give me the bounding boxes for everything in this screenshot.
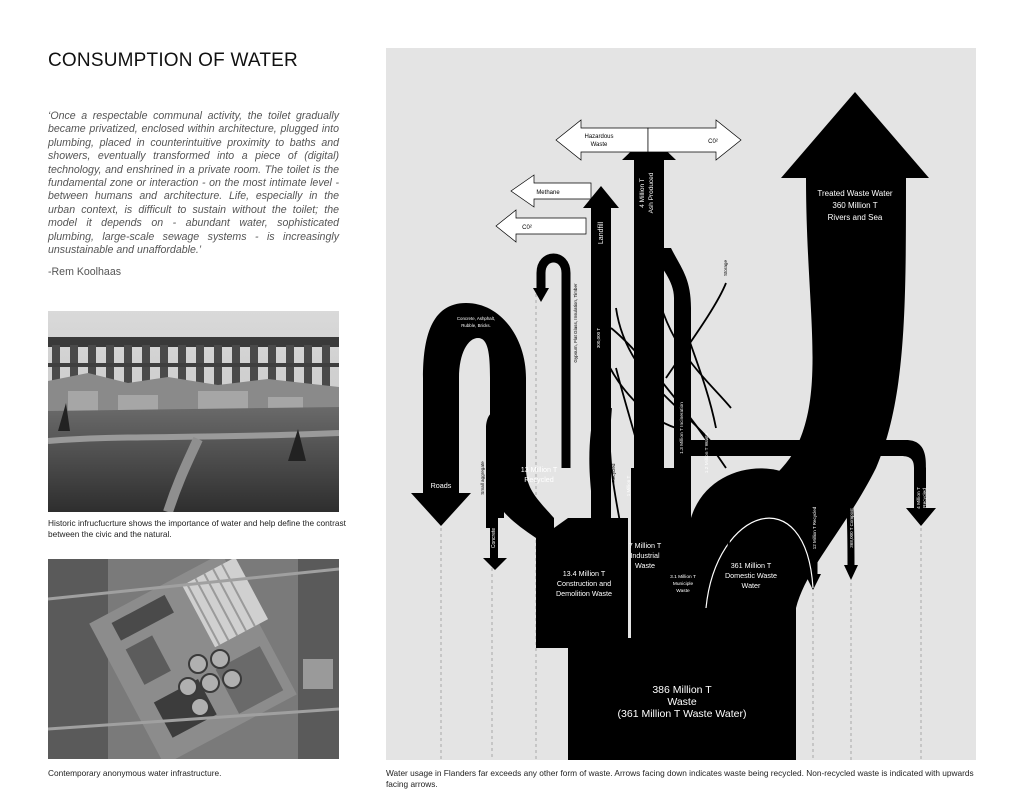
construction-line1: 13.4 Million T xyxy=(562,569,606,578)
construction-line2: Construction and xyxy=(556,579,612,588)
page-title: CONSUMPTION OF WATER xyxy=(48,50,298,71)
quote-text: ‘Once a respectable communal activity, the toilet gradually became privatized, enclosed within architecture, plugged into plumbing, placed in counterintuitive proximity to baths and showers, eventually transformed into a piece of (digital) technology, and enshrined in a private room. The toilet is the fundamental zone or interaction - on the most intimate level - between humans and architecture. Life, especially in the urban context, is difficult to sustain without the toilet; the model it depends on - abundant water, sophisticated plumbing, large-scale sewage systems - is increasingly unsustainable and unaffordable.’ xyxy=(48,110,339,257)
roads-label: Roads xyxy=(430,481,452,490)
recycled4-line1: 4 Million T xyxy=(917,487,922,509)
industrial-line2: Industrial xyxy=(630,551,660,560)
million-waste-label: 1.2 Million T Waste xyxy=(705,432,710,474)
recycled-small-label: Recycled xyxy=(611,463,616,483)
treated-line1: Treated Waste Water xyxy=(817,189,893,198)
hazardous-line1: Hazardous xyxy=(584,134,614,140)
source-line3: (361 Million T Waste Water) xyxy=(617,708,747,720)
municipal-line1: 3.1 Million T xyxy=(670,575,696,580)
historic-aqueduct-photo xyxy=(48,311,339,512)
storage-label: Storage xyxy=(723,259,728,277)
source-line1: 386 Million T xyxy=(652,684,712,696)
quote-author: -Rem Koolhaas xyxy=(48,266,122,278)
compost-label: 368,000 T Compost xyxy=(849,508,854,548)
source-line2: Waste xyxy=(667,696,697,708)
recycled13-line1: 13 Million T xyxy=(520,465,558,474)
landfill-label: Landfill xyxy=(598,221,605,245)
hazardous-line2: Waste xyxy=(590,142,608,148)
concrete-label: Concrete xyxy=(491,527,497,549)
industrial-line1: 7 Million T xyxy=(628,541,662,550)
domestic-line1: 361 Million T xyxy=(730,561,772,570)
domestic-line3: Water xyxy=(741,581,761,590)
small-aggregate-label: Small aggregate xyxy=(480,461,485,495)
emission-arrows xyxy=(496,120,741,245)
historic-caption: Historic infrucfucrture shows the importance of water and help define the contrast between the civic and the natural. xyxy=(48,518,346,539)
rubble-line1: Concrete, Ashphalt, xyxy=(456,316,496,321)
rubble-line2: Rubble, Bricks. xyxy=(461,323,491,328)
recycled-million-label: 1 Million T xyxy=(626,475,631,497)
municipal-line3: Waste xyxy=(676,589,690,594)
gypsum-label: Gypsum, Flat Glass, Insulation, Timber xyxy=(573,283,578,363)
treated-line3: Rivers and Sea xyxy=(827,213,883,222)
industrial-line3: Waste xyxy=(634,561,656,570)
contemporary-infrastructure-photo xyxy=(48,559,339,759)
recycled13-line2: Recycled xyxy=(524,475,554,484)
raw-material-roads-label: Raw Material Roads xyxy=(566,382,571,424)
treated-line2: 360 Million T xyxy=(832,201,878,210)
hazardous-small-label: Hazardous xyxy=(601,474,606,498)
domestic-line2: Domestic Waste xyxy=(724,571,778,580)
water-waste-diagram xyxy=(386,48,976,760)
incineration-label: 1.3 Million T Incineration xyxy=(680,402,685,454)
by-product-label: By Product xyxy=(650,506,655,530)
ash-line1: 4 Million T xyxy=(639,178,646,208)
contemporary-caption: Contemporary anonymous water infrastructure. xyxy=(48,768,222,778)
methane-label: Methane xyxy=(536,190,560,196)
diagram-caption: Water usage in Flanders far exceeds any other form of waste. Arrows facing down indicates waste being recycled. Non-recycled waste is indicated with upwards facing arrows. xyxy=(386,768,974,789)
construction-line3: Demolition Waste xyxy=(555,589,613,598)
recycled12-label: 12 Million T Recycled xyxy=(812,506,817,550)
co2-left-arrow xyxy=(496,210,586,242)
recycled4-line2: Recycled xyxy=(923,488,928,508)
ash-line2: Ash Produced xyxy=(648,172,655,214)
co2-right-label: C0² xyxy=(708,139,718,145)
landfill-amount-label: 300,000 T xyxy=(596,327,601,349)
municipal-line2: Municiple xyxy=(672,582,694,587)
co2-left-label: C0² xyxy=(522,225,532,231)
